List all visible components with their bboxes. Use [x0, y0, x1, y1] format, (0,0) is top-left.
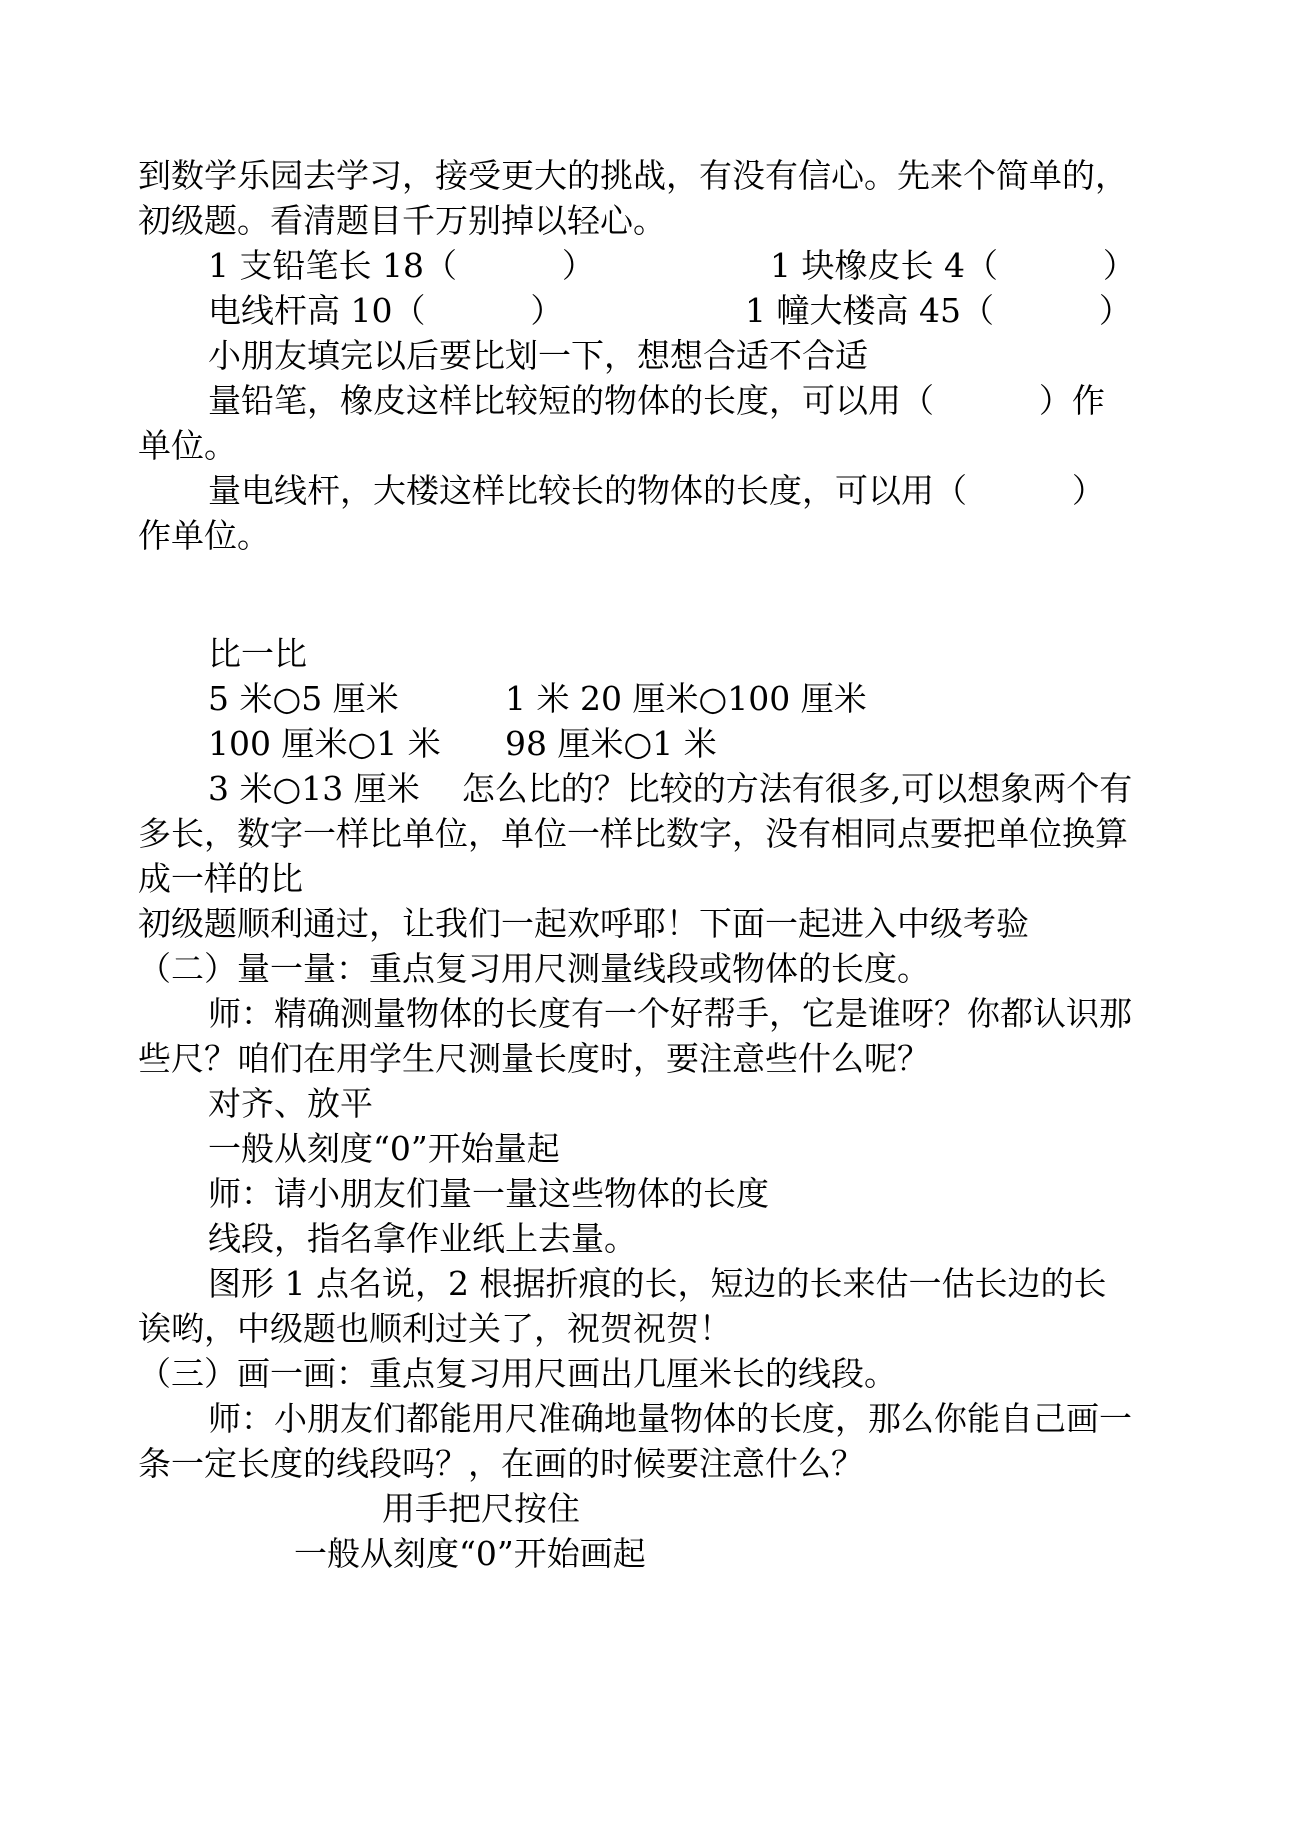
fill-blank-pencil: 1 支铅笔长 18（ ） [208, 246, 595, 285]
paragraph-line: 用手把尺按住 [382, 1489, 580, 1528]
paragraph-line: 初级题。看清题目千万别掉以轻心。 [138, 201, 666, 240]
paragraph-line: 到数学乐园去学习，接受更大的挑战，有没有信心。先来个简单的， [138, 156, 1128, 195]
paragraph-line: 量电线杆，大楼这样比较长的物体的长度，可以用（ ） [208, 471, 1105, 510]
section-heading: 比一比 [208, 634, 307, 673]
compare-item: 5 米○5 厘米 [208, 679, 399, 718]
paragraph-line: 图形 1 点名说，2 根据折痕的长，短边的长来估一估长边的长 [208, 1264, 1107, 1303]
paragraph-line: 一般从刻度“0”开始量起 [208, 1129, 560, 1168]
paragraph-line: 小朋友填完以后要比划一下，想想合适不合适 [208, 336, 868, 375]
paragraph-line: 一般从刻度“0”开始画起 [294, 1534, 646, 1573]
compare-item: 98 厘米○1 米 [505, 724, 717, 763]
paragraph-line: 3 米○13 厘米 怎么比的？比较的方法有很多,可以想象两个有 [208, 769, 1133, 808]
fill-blank-eraser: 1 块橡皮长 4（ ） [770, 246, 1136, 285]
section-heading: （二）量一量：重点复习用尺测量线段或物体的长度。 [138, 949, 930, 988]
paragraph-line: 师：小朋友们都能用尺准确地量物体的长度，那么你能自己画一 [208, 1399, 1132, 1438]
compare-item: 100 厘米○1 米 [208, 724, 441, 763]
paragraph-line: 线段，指名拿作业纸上去量。 [208, 1219, 637, 1258]
section-heading: （三）画一画：重点复习用尺画出几厘米长的线段。 [138, 1354, 897, 1393]
paragraph-line: 多长，数字一样比单位，单位一样比数字，没有相同点要把单位换算 [138, 814, 1128, 853]
paragraph-line: 作单位。 [138, 516, 270, 555]
fill-blank-building: 1 幢大楼高 45（ ） [745, 291, 1132, 330]
paragraph-line: 条一定长度的线段吗？，在画的时候要注意什么？ [138, 1444, 864, 1483]
paragraph-line: 师：精确测量物体的长度有一个好帮手，它是谁呀？你都认识那 [208, 994, 1132, 1033]
fill-blank-pole: 电线杆高 10（ ） [208, 291, 564, 330]
paragraph-line: 量铅笔，橡皮这样比较短的物体的长度，可以用（ ）作 [208, 381, 1105, 420]
paragraph-line: 单位。 [138, 426, 237, 465]
compare-item: 1 米 20 厘米○100 厘米 [505, 679, 867, 718]
paragraph-line: 初级题顺利通过，让我们一起欢呼耶！下面一起进入中级考验 [138, 904, 1029, 943]
paragraph-line: 对齐、放平 [208, 1084, 373, 1123]
paragraph-line: 些尺？咱们在用学生尺测量长度时，要注意些什么呢？ [138, 1039, 930, 1078]
paragraph-line: 诶哟，中级题也顺利过关了，祝贺祝贺！ [138, 1309, 732, 1348]
paragraph-line: 成一样的比 [138, 859, 303, 898]
paragraph-line: 师：请小朋友们量一量这些物体的长度 [208, 1174, 769, 1213]
